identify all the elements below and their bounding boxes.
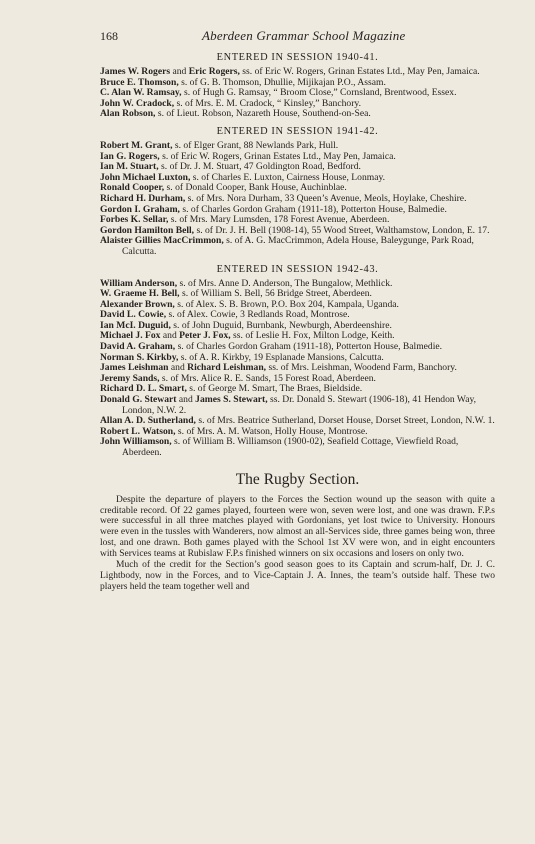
entry-details: s. of A. G. MacCrimmon, Adela House, Baleygunge, Park Road, Calcutta.	[122, 235, 474, 257]
entry-connector: and	[170, 66, 189, 77]
entry-details: s. of Elger Grant, 88 Newlands Park, Hull.	[172, 139, 339, 151]
entry-details: s. of William S. Bell, 56 Bridge Street, Aberdeen.	[179, 288, 372, 300]
entry-name: James W. Rogers	[100, 66, 171, 77]
entry-details: s. of Charles Gordon Graham (1911-18), Potterton House, Balmedie.	[175, 341, 443, 353]
entry-connector: and	[176, 394, 196, 406]
entry-name: Alexander Brown,	[100, 298, 175, 310]
entry-name: Michael J. Fox	[100, 330, 161, 342]
entry-item	[100, 395, 495, 416]
entry-name: John Michael Luxton,	[100, 171, 191, 183]
entry-details: s. of Mrs. Alice R. E. Sands, 15 Forest Road, Aberdeen.	[159, 372, 376, 384]
entry-name: Richard H. Durham,	[100, 192, 186, 204]
rugby-paragraph: Despite the departure of players to the Forces the Section wound up the season with quite a creditable record. Of 22 games played, fourteen were won, seven were lost, and one was drawn. F.P.s were successful in all three matches played with Gordonians, yet lost twice to University. Honours were even in the tussles with Wanderers, now almost an all-Services side, three games being won, three lost, and one drawn. Both games played with the School 1st XV were won, and in eight encounters with Services teams at Rubislaw F.P.s finished winners on six occasions and losers on only two.	[100, 494, 495, 560]
entry-details: s. of Eric W. Rogers, Grinan Estates Ltd., May Pen, Jamaica.	[159, 150, 396, 162]
rugby-section-body	[100, 495, 495, 593]
entry-name: Ian G. Rogers,	[100, 150, 160, 162]
entry-name: Gordon I. Graham,	[100, 203, 180, 215]
entry-name: Donald G. Stewart	[100, 394, 177, 406]
rugby-section-title: The Rugby Section.	[235, 470, 360, 488]
running-head	[100, 28, 495, 46]
entry-name: Ian M. Stuart,	[100, 161, 159, 173]
entry-name: Jeremy Sands,	[100, 372, 160, 384]
entry-details: s. of William B. Williamson (1900-02), Seafield Cottage, Viewfield Road, Aberdeen.	[122, 436, 459, 458]
entry-name: Peter J. Fox,	[179, 330, 231, 342]
entry-name: Robert M. Grant,	[100, 139, 173, 151]
entry-details: s. of Mrs. Beatrice Sutherland, Dorset House, Dorset Street, London, N.W. 1.	[195, 415, 495, 427]
entry-details: s. of Alex. S. B. Brown, P.O. Box 204, Kampala, Uganda.	[174, 298, 399, 310]
entry-name: John W. Cradock,	[100, 97, 175, 109]
entry-name: Alan Robson,	[100, 108, 156, 120]
session-heading: ENTERED IN SESSION 1940-41.	[216, 52, 379, 63]
entry-details: s. of Dr. J. M. Stuart, 47 Goldington Road, Bedford.	[158, 161, 361, 173]
entry-details: s. of Donald Cooper, Bank House, Auchinblae.	[164, 182, 347, 194]
session-heading: ENTERED IN SESSION 1941-42.	[216, 125, 379, 137]
entry-details: ss. of Mrs. Leishman, Woodend Farm, Banchory.	[266, 362, 457, 374]
entry-details: s. of Dr. J. H. Bell (1908-14), 55 Wood Street, Walthamstow, London, E. 17.	[194, 224, 490, 236]
entry-name: Norman S. Kirkby,	[100, 351, 179, 363]
entry-details: s. of Mrs. Nora Durham, 33 Queen’s Avenue, Meols, Hoylake, Cheshire.	[185, 192, 467, 204]
entry-name: C. Alan W. Ramsay,	[100, 87, 182, 99]
entry-details: ss. Dr. Donald S. Stewart (1906-18), 41 Hendon Way, London, N.W. 2.	[122, 394, 477, 416]
journal-title: Aberdeen Grammar School Magazine	[202, 28, 406, 43]
entry-name: Alaister Gillies MacCrimmon,	[100, 235, 224, 247]
session-heading: ENTERED IN SESSION 1942-43.	[216, 263, 379, 275]
sessions-list	[100, 52, 495, 459]
entry-details: s. of George M. Smart, The Braes, Bieldside.	[186, 383, 363, 395]
entry-details: s. of John Duguid, Burnbank, Newburgh, Aberdeenshire.	[170, 319, 392, 331]
entry-details: s. of Mrs. Mary Lumsden, 178 Forest Avenue, Aberdeen.	[168, 214, 390, 226]
entry-name: Richard Leishman,	[187, 362, 267, 374]
entry-name: Ronald Cooper,	[100, 182, 165, 194]
entry-name: Richard D. L. Smart,	[100, 383, 187, 395]
entry-connector: and	[168, 362, 188, 374]
entry-name: David A. Graham,	[100, 341, 176, 353]
entry-connector: and	[160, 330, 180, 342]
entry-name: John Williamson,	[100, 436, 172, 448]
entry-item	[100, 437, 495, 458]
entry-name: Gordon Hamilton Bell,	[100, 224, 195, 236]
entry-details: s. of Lieut. Robson, Nazareth House, Southend-on-Sea.	[155, 108, 371, 120]
entry-details: s. of G. B. Thomson, Dhullie, Mijikajan P.O., Assam.	[178, 76, 386, 88]
entry-details: s. of Hugh G. Ramsay, “ Broom Close,” Cornsland, Brentwood, Essex.	[181, 87, 457, 99]
entry-name: Ian McI. Duguid,	[100, 319, 171, 331]
entry-details: s. of Charles Gordon Graham (1911-18), Potterton House, Balmedie.	[179, 203, 447, 215]
entry-details: ss. of Eric W. Rogers, Grinan Estates Ltd., May Pen, Jamaica.	[239, 66, 480, 77]
entry-name: Bruce E. Thomson,	[100, 76, 179, 88]
entry-details: s. of Mrs. E. M. Cradock, “ Kinsley,” Banchory.	[174, 97, 361, 109]
entry-name: Allan A. D. Sutherland,	[100, 415, 196, 427]
page-number: 168	[100, 29, 118, 43]
entry-name: James S. Stewart,	[195, 394, 268, 406]
rugby-paragraph: Much of the credit for the Section’s good season goes to its Captain and scrum-half, Dr. J. C. Lightbody, now in the Forces, and to Vice-Captain J. A. Innes, the team’s outside half. These two players held the team together well and	[100, 560, 495, 592]
entry-details: s. of Charles E. Luxton, Cairness House, Lonmay.	[190, 171, 386, 183]
entry-name: Eric Rogers,	[188, 66, 240, 77]
entry-name: W. Graeme H. Bell,	[100, 288, 180, 300]
entry-name: Forbes K. Sellar,	[100, 214, 169, 226]
entry-name: James Leishman	[100, 362, 169, 374]
entry-name: David L. Cowie,	[100, 309, 167, 321]
entry-details: s. of Alex. Cowie, 3 Redlands Road, Montrose.	[166, 309, 350, 321]
entry-name: Robert L. Watson,	[100, 425, 176, 437]
entry-details: s. of Mrs. A. M. Watson, Holly House, Montrose.	[175, 425, 368, 437]
entry-details: s. of A. R. Kirkby, 19 Esplanade Mansions, Calcutta.	[178, 351, 384, 363]
entry-details: s. of Mrs. Anne D. Anderson, The Bungalow, Methlick.	[177, 277, 393, 289]
entry-item	[100, 109, 495, 120]
entry-item	[100, 236, 495, 257]
entry-details: ss. of Leslie H. Fox, Milton Lodge, Keith.	[230, 330, 395, 342]
entry-name: William Anderson,	[100, 277, 178, 289]
